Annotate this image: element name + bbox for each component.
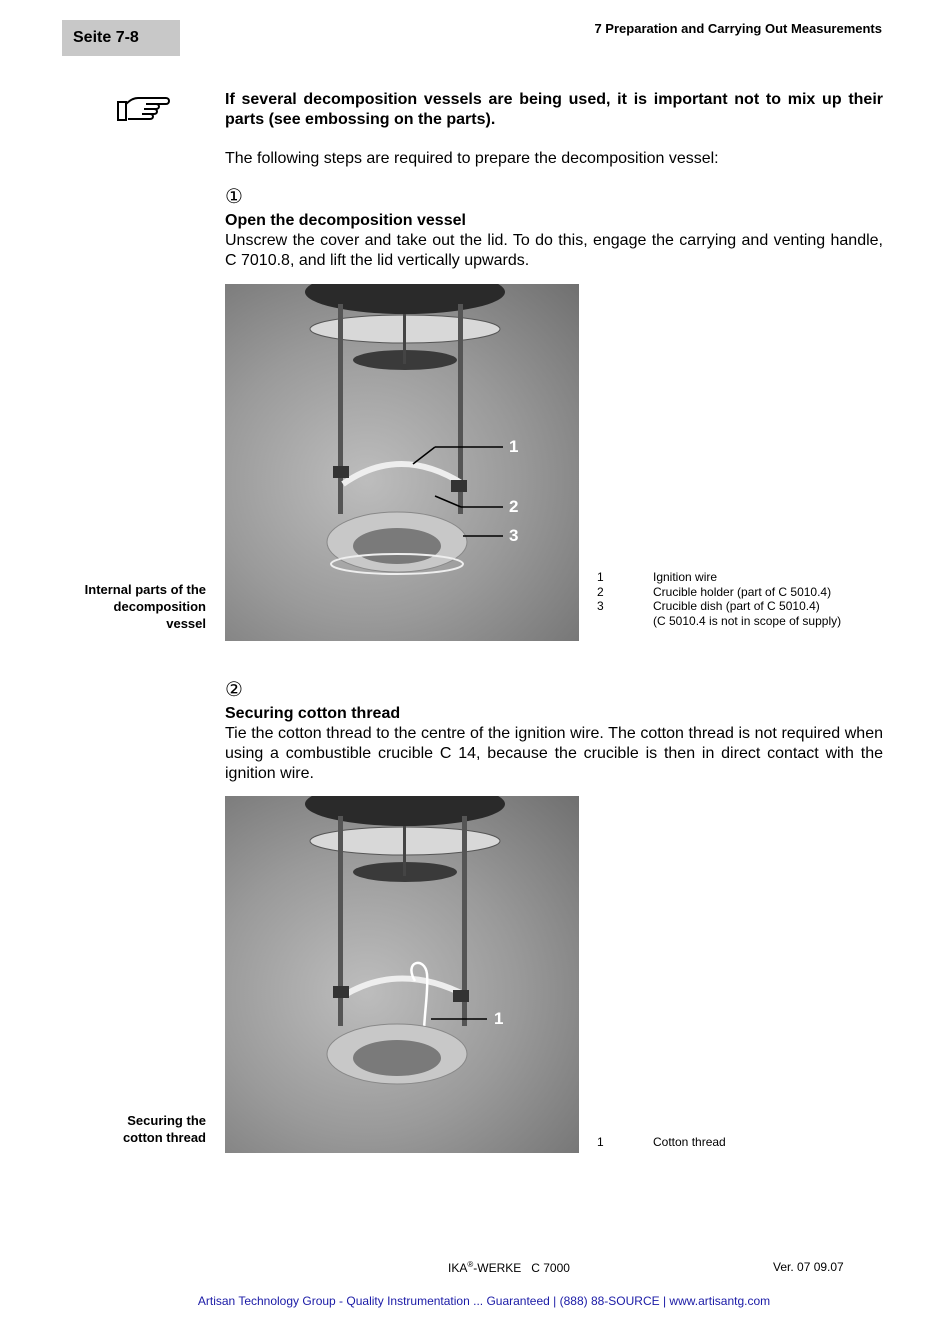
callout-2: 2 xyxy=(509,497,519,516)
legend-text: Cotton thread xyxy=(653,1135,726,1149)
caption-internal-parts xyxy=(85,581,206,632)
registered-mark: ® xyxy=(467,1260,474,1269)
legend-internal-parts xyxy=(597,570,877,632)
caption-cotton-thread xyxy=(123,1112,206,1146)
legend-text: Crucible holder (part of C 5010.4) xyxy=(653,585,832,599)
caption-line: decomposition xyxy=(113,599,206,614)
step1-number: ① xyxy=(225,186,243,208)
brand-model: -WERKE C 7000 xyxy=(473,1261,570,1275)
legend-text: Ignition wire xyxy=(653,570,718,584)
chapter-title: 7 Preparation and Carrying Out Measurements xyxy=(594,21,882,36)
step1-text: Unscrew the cover and take out the lid. To do this, engage the carrying and venting handle, C 7010.8, and lift the lid vertically upwards. xyxy=(225,232,883,269)
step2-text: Tie the cotton thread to the centre of the ignition wire. The cotton thread is not required when using a combustible crucible C 14, because the crucible is then in direct contact with the ignition wire. xyxy=(225,725,883,782)
footer-brand xyxy=(448,1260,570,1275)
step2-number: ② xyxy=(225,679,243,701)
legend-number: 1 xyxy=(597,1135,604,1149)
warning-note: If several decomposition vessels are being used, it is important not to mix up their parts (see embossing on the parts). xyxy=(225,91,883,128)
page-number-tab xyxy=(62,20,180,56)
caption-line: Internal parts of the xyxy=(84,582,206,597)
caption-line: cotton thread xyxy=(122,1130,206,1145)
callout-3: 3 xyxy=(509,526,519,545)
legend-number: 1 xyxy=(597,570,604,584)
callout-1: 1 xyxy=(509,437,519,456)
caption-line: Securing the xyxy=(127,1113,206,1128)
pointing-hand-icon xyxy=(116,92,172,126)
legend-cotton-thread xyxy=(597,1135,877,1151)
photo-cotton-thread xyxy=(225,796,579,1153)
caption-line: vessel xyxy=(166,616,206,631)
legend-number: 2 xyxy=(597,585,604,599)
intro-text: The following steps are required to prepare the decomposition vessel: xyxy=(225,150,719,167)
page-number: Seite 7-8 xyxy=(73,29,139,46)
footer-link[interactable]: Artisan Technology Group - Quality Instrumentation ... Guaranteed | (888) 88-SOURCE | www.artisantg.com xyxy=(197,1294,771,1308)
step1-title: Open the decomposition vessel xyxy=(225,212,466,229)
step2-title: Securing cotton thread xyxy=(225,705,401,722)
brand-name: IKA xyxy=(448,1261,468,1275)
footer-version: Ver. 07 09.07 xyxy=(773,1260,844,1274)
photo-internal-parts xyxy=(225,284,579,641)
legend-text: (C 5010.4 is not in scope of supply) xyxy=(653,614,842,628)
callout-1: 1 xyxy=(494,1009,504,1028)
legend-text: Crucible dish (part of C 5010.4) xyxy=(653,599,820,613)
legend-number: 3 xyxy=(597,599,604,613)
